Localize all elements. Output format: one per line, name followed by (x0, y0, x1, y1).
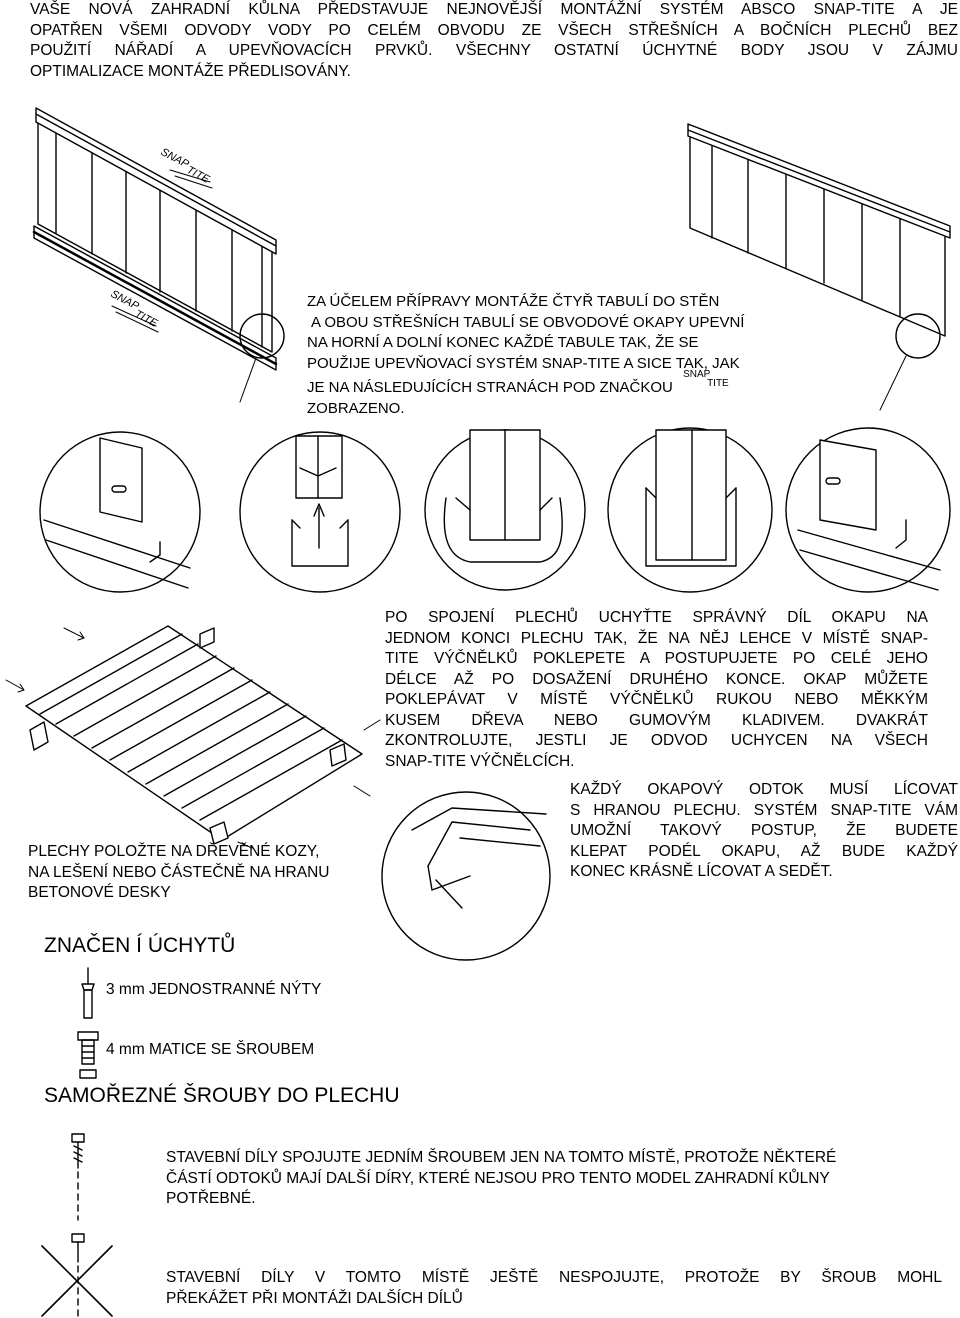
sheets-note: PLECHY POLOŽTE NA DŘEVĚNÉ KOZY, NA LEŠENÍ NEBO ČÁSTEČNĚ NA HRANU BETONOVÉ DESKY (28, 843, 330, 901)
intro-line-1: VAŠE NOVÁ ZAHRADNÍ KŮLNA PŘEDSTAVUJE NEJNOVĚJŠÍ MONTÁŽNÍ SYSTÉM ABSCO SNAP-TITE A JE (30, 1, 958, 18)
prep-note-line-2: A OBOU STŘEŠNÍCH TABULÍ SE OBVODOVÉ OKAPY UPEVNÍ (311, 313, 745, 331)
detail-circle-3 (425, 430, 585, 590)
tite-label-left: TITE (132, 308, 160, 330)
roof-sheets-on-trestles-drawing (6, 626, 380, 848)
detail-circle-2 (240, 432, 400, 592)
join-note: PO SPOJENÍ PLECHŮ UCHYŤTE SPRÁVNÝ DÍL OKAPU NA JEDNOM KONCI PLECHU TAK, ŽE NA NĚJ LEHCE V MÍSTĚ SNAP- TITE VÝČNĚLKŮ POKLEPETE A POSTUPUJETE PO CELÉ JEHO DÉLCE AŽ PO DOSAŽENÍ DRUHÉHO KONCE. OKAP MŮŽETE POKLEPÁVAT V MÍSTĚ VÝČNĚLKŮ RUKOU NEBO MĚKKÝM KUSEM DŘEVA NEBO GUMOVÝM KLADIVEM. DVAKRÁT ZKONTROLUJTE, JESTLI JE ODVOD UCHYCEN NA VŠECH SNAP-TITE VÝČNĚLCÍCH. (385, 609, 928, 770)
prep-note-line-4: POUŽIJE UPEVŇOVACÍ SYSTÉM SNAP-TITE A SICE TAK, JAK (307, 354, 740, 372)
snap-label-left: SNAP (108, 288, 141, 313)
screw-nojoin-note: STAVEBNÍ DÍLY V TOMTO MÍSTĚ JEŠTĚ NESPOJUJTE, PROTOŽE BY ŠROUB MOHL PŘEKÁŽET PŘI MONTÁŽI DALŠÍCH DÍLŮ (166, 1269, 942, 1307)
bolt-label: 4 mm MATICE SE ŠROUBEM (106, 1041, 315, 1058)
snap-label-top: SNAP (158, 146, 191, 171)
fastener-legend-title: ZNAČEN Í ÚCHYTŮ (44, 934, 236, 957)
intro-line-2: OPATŘEN VŠEMI ODVODY VODY PO CELÉM OBVODU ZE VŠECH STŘEŠNÍCH A BOČNÍCH PLECHŮ BEZ (30, 21, 958, 39)
screw-icon (72, 1134, 84, 1220)
bolt-icon (78, 1032, 98, 1078)
snap-tite-mark: SNAP TITE (683, 369, 729, 389)
rivet-icon (82, 968, 94, 1018)
prep-note (307, 292, 827, 419)
detail-circle-1 (40, 432, 200, 592)
prep-note-line-5: JE NA NÁSLEDUJÍCÍCH STRANÁCH POD ZNAČKOU SNAP TITE (307, 374, 827, 399)
intro-paragraph (30, 0, 958, 82)
detail-circle-4 (608, 428, 772, 592)
crossed-screw-icon (42, 1234, 112, 1318)
detail-circle-5 (786, 428, 950, 592)
rivet-label: 3 mm JEDNOSTRANNÉ NÝTY (106, 981, 322, 998)
left-wall-panel-drawing (34, 108, 284, 402)
screw-join-note: STAVEBNÍ DÍLY SPOJUJTE JEDNÍM ŠROUBEM JEN NA TOMTO MÍSTĚ, PROTOŽE NĚKTERÉ ČÁSTÍ ODTOKŮ MAJÍ DALŠÍ DÍRY, KTERÉ NEJSOU PRO TENTO MODEL ZAHRADNÍ KŮLNY POTŘEBNÉ. (166, 1149, 837, 1207)
prep-note-line-6: ZOBRAZENO. (307, 399, 405, 417)
prep-note-line-3: NA HORNÍ A DOLNÍ KONEC KAŽDÉ TABULE TAK, ŽE SE (307, 334, 699, 351)
prep-note-line-1: ZA ÚČELEM PŘÍPRAVY MONTÁŽE ČTYŘ TABULÍ DO STĚN (307, 293, 720, 310)
intro-line-3: POUŽITÍ NÁŘADÍ A UPEVŇOVACÍCH PRVKŮ. VŠECHNY OSTATNÍ ÚCHYTNÉ BODY JSOU V ZÁJMU (30, 42, 958, 59)
gutter-flush-detail (382, 792, 550, 960)
tite-label-top: TITE (184, 164, 212, 186)
intro-line-4: OPTIMALIZACE MONTÁŽE PŘEDLISOVÁNY. (30, 62, 351, 80)
flush-note: KAŽDÝ OKAPOVÝ ODTOK MUSÍ LÍCOVAT S HRANOU PLECHU. SYSTÉM SNAP-TITE VÁM UMOŽNÍ TAKOVÝ POSTUP, ŽE BUDETE KLEPAT PODÉL OKAPU, AŽ BUDE KAŽDÝ KONEC KRÁSNĚ LÍCOVAT A SEDĚT. (570, 781, 958, 880)
self-tapping-screws-title: SAMOŘEZNÉ ŠROUBY DO PLECHU (44, 1084, 400, 1107)
